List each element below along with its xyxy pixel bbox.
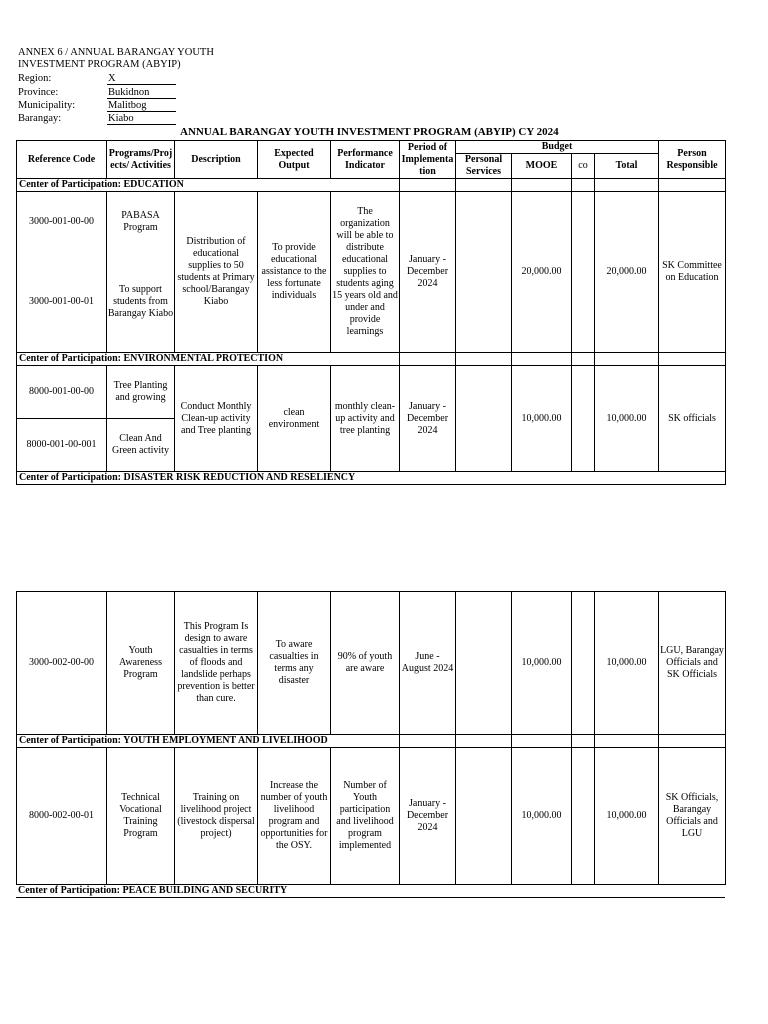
description: Distribution of educational supplies to 50 students at Primary school/Barangay Kiabo (175, 192, 258, 353)
section-title-environment: Center of Participation: ENVIRONMENTAL PROTECTION (17, 353, 400, 366)
period: June - August 2024 (400, 592, 456, 735)
program-name: PABASA Program (121, 210, 160, 233)
description: Training on livelihood project (livestock dispersal project) (175, 748, 258, 885)
section-title-livelihood: Center of Participation: YOUTH EMPLOYMENT AND LIVELIHOOD (17, 735, 400, 748)
region-label: Region: (18, 73, 52, 84)
personal-services (456, 592, 512, 735)
reference-code: 8000-001-00-00 (17, 366, 106, 419)
mooe-amount: 10,000.00 (512, 748, 572, 885)
total-amount: 10,000.00 (595, 366, 659, 472)
col-performance-indicator: Performance Indicator (331, 141, 400, 179)
annex-line-1: ANNEX 6 / ANNUAL BARANGAY YOUTH (18, 47, 214, 58)
table-row (17, 748, 726, 885)
expected-output: To provide educational assistance to the less fortunate individuals (258, 192, 331, 353)
co-amount (572, 592, 595, 735)
col-person-responsible: Person Responsible (659, 141, 726, 179)
expected-output: clean environment (258, 366, 331, 472)
reference-code: 8000-002-00-01 (17, 748, 107, 885)
performance-indicator: 90% of youth are aware (331, 592, 400, 735)
person-responsible: SK Committee on Education (659, 192, 726, 353)
reference-code: 3000-002-00-00 (17, 592, 107, 735)
mooe-amount: 20,000.00 (512, 192, 572, 353)
program-name: Tree Planting and growing (107, 366, 174, 419)
personal-services (456, 748, 512, 885)
expected-output: To aware casualties in terms any disaster (258, 592, 331, 735)
region-value: X (107, 73, 176, 85)
program-name: Technical Vocational Training Program (107, 748, 175, 885)
table-row (17, 592, 726, 735)
document-title: ANNUAL BARANGAY YOUTH INVESTMENT PROGRAM (ABYIP) CY 2024 (180, 126, 559, 138)
period: January - December 2024 (400, 192, 456, 353)
section-title-disaster: Center of Participation: DISASTER RISK REDUCTION AND RESELIENCY (17, 472, 726, 485)
program-name: To support students from Barangay Kiabo (107, 284, 174, 319)
mooe-amount: 10,000.00 (512, 592, 572, 735)
personal-services (456, 366, 512, 472)
person-responsible: LGU, Barangay Officials and SK Officials (659, 592, 726, 735)
section-title-peace: Center of Participation: PEACE BUILDING AND SECURITY (18, 885, 288, 896)
reference-code: 3000-001-00-01 (29, 296, 94, 307)
total-amount: 20,000.00 (595, 192, 659, 353)
col-mooe: MOOE (512, 154, 572, 179)
person-responsible: SK officials (659, 366, 726, 472)
period: January - December 2024 (400, 748, 456, 885)
program-name: Clean And Green activity (112, 433, 169, 456)
col-personal-services: Personal Services (456, 154, 512, 179)
abyip-table-top (16, 140, 726, 485)
mooe-amount: 10,000.00 (512, 366, 572, 472)
period: January - December 2024 (400, 366, 456, 472)
description: Conduct Monthly Clean-up activity and Tree planting (175, 366, 258, 472)
expected-output: Increase the number of youth livelihood program and opportunities for the OSY. (258, 748, 331, 885)
col-description: Description (175, 141, 258, 179)
barangay-label: Barangay: (18, 113, 62, 124)
abyip-table-bottom (16, 591, 726, 885)
col-budget: Budget (456, 141, 659, 154)
program-name: Youth Awareness Program (107, 592, 175, 735)
co-amount (572, 192, 595, 353)
province-label: Province: (18, 87, 59, 98)
co-amount (572, 748, 595, 885)
section-title-education: Center of Participation: EDUCATION (17, 179, 400, 192)
col-period: Period of Implementa tion (400, 141, 456, 179)
reference-code: 8000-001-00-001 (26, 439, 97, 450)
reference-code: 3000-001-00-00 (29, 216, 94, 227)
description: This Program Is design to aware casualties in terms of floods and landslide perhaps prevention is better than cure. (175, 592, 258, 735)
municipality-label: Municipality: (18, 100, 76, 111)
annex-title (18, 47, 218, 71)
performance-indicator: The organization will be able to distribute educational supplies to students aging 15 years old and under and provide learnings (331, 192, 400, 353)
province-value: Bukidnon (107, 87, 176, 99)
personal-services (456, 192, 512, 353)
barangay-value: Kiabo (107, 113, 176, 125)
total-amount: 10,000.00 (595, 748, 659, 885)
col-reference-code: Reference Code (17, 141, 107, 179)
total-amount: 10,000.00 (595, 592, 659, 735)
table-row (17, 192, 726, 353)
col-expected-output: Expected Output (258, 141, 331, 179)
annex-line-2: INVESTMENT PROGRAM (ABYIP) (18, 59, 181, 70)
person-responsible: SK Officials, Barangay Officials and LGU (659, 748, 726, 885)
municipality-value: Malitbog (107, 100, 176, 112)
performance-indicator: monthly clean-up activity and tree planting (331, 366, 400, 472)
section-divider (16, 897, 725, 898)
col-total: Total (595, 154, 659, 179)
performance-indicator: Number of Youth participation and livelihood program implemented (331, 748, 400, 885)
co-amount (572, 366, 595, 472)
table-row (17, 366, 726, 472)
col-co: co (572, 154, 595, 179)
col-programs: Programs/Proj ects/ Activities (107, 141, 175, 179)
